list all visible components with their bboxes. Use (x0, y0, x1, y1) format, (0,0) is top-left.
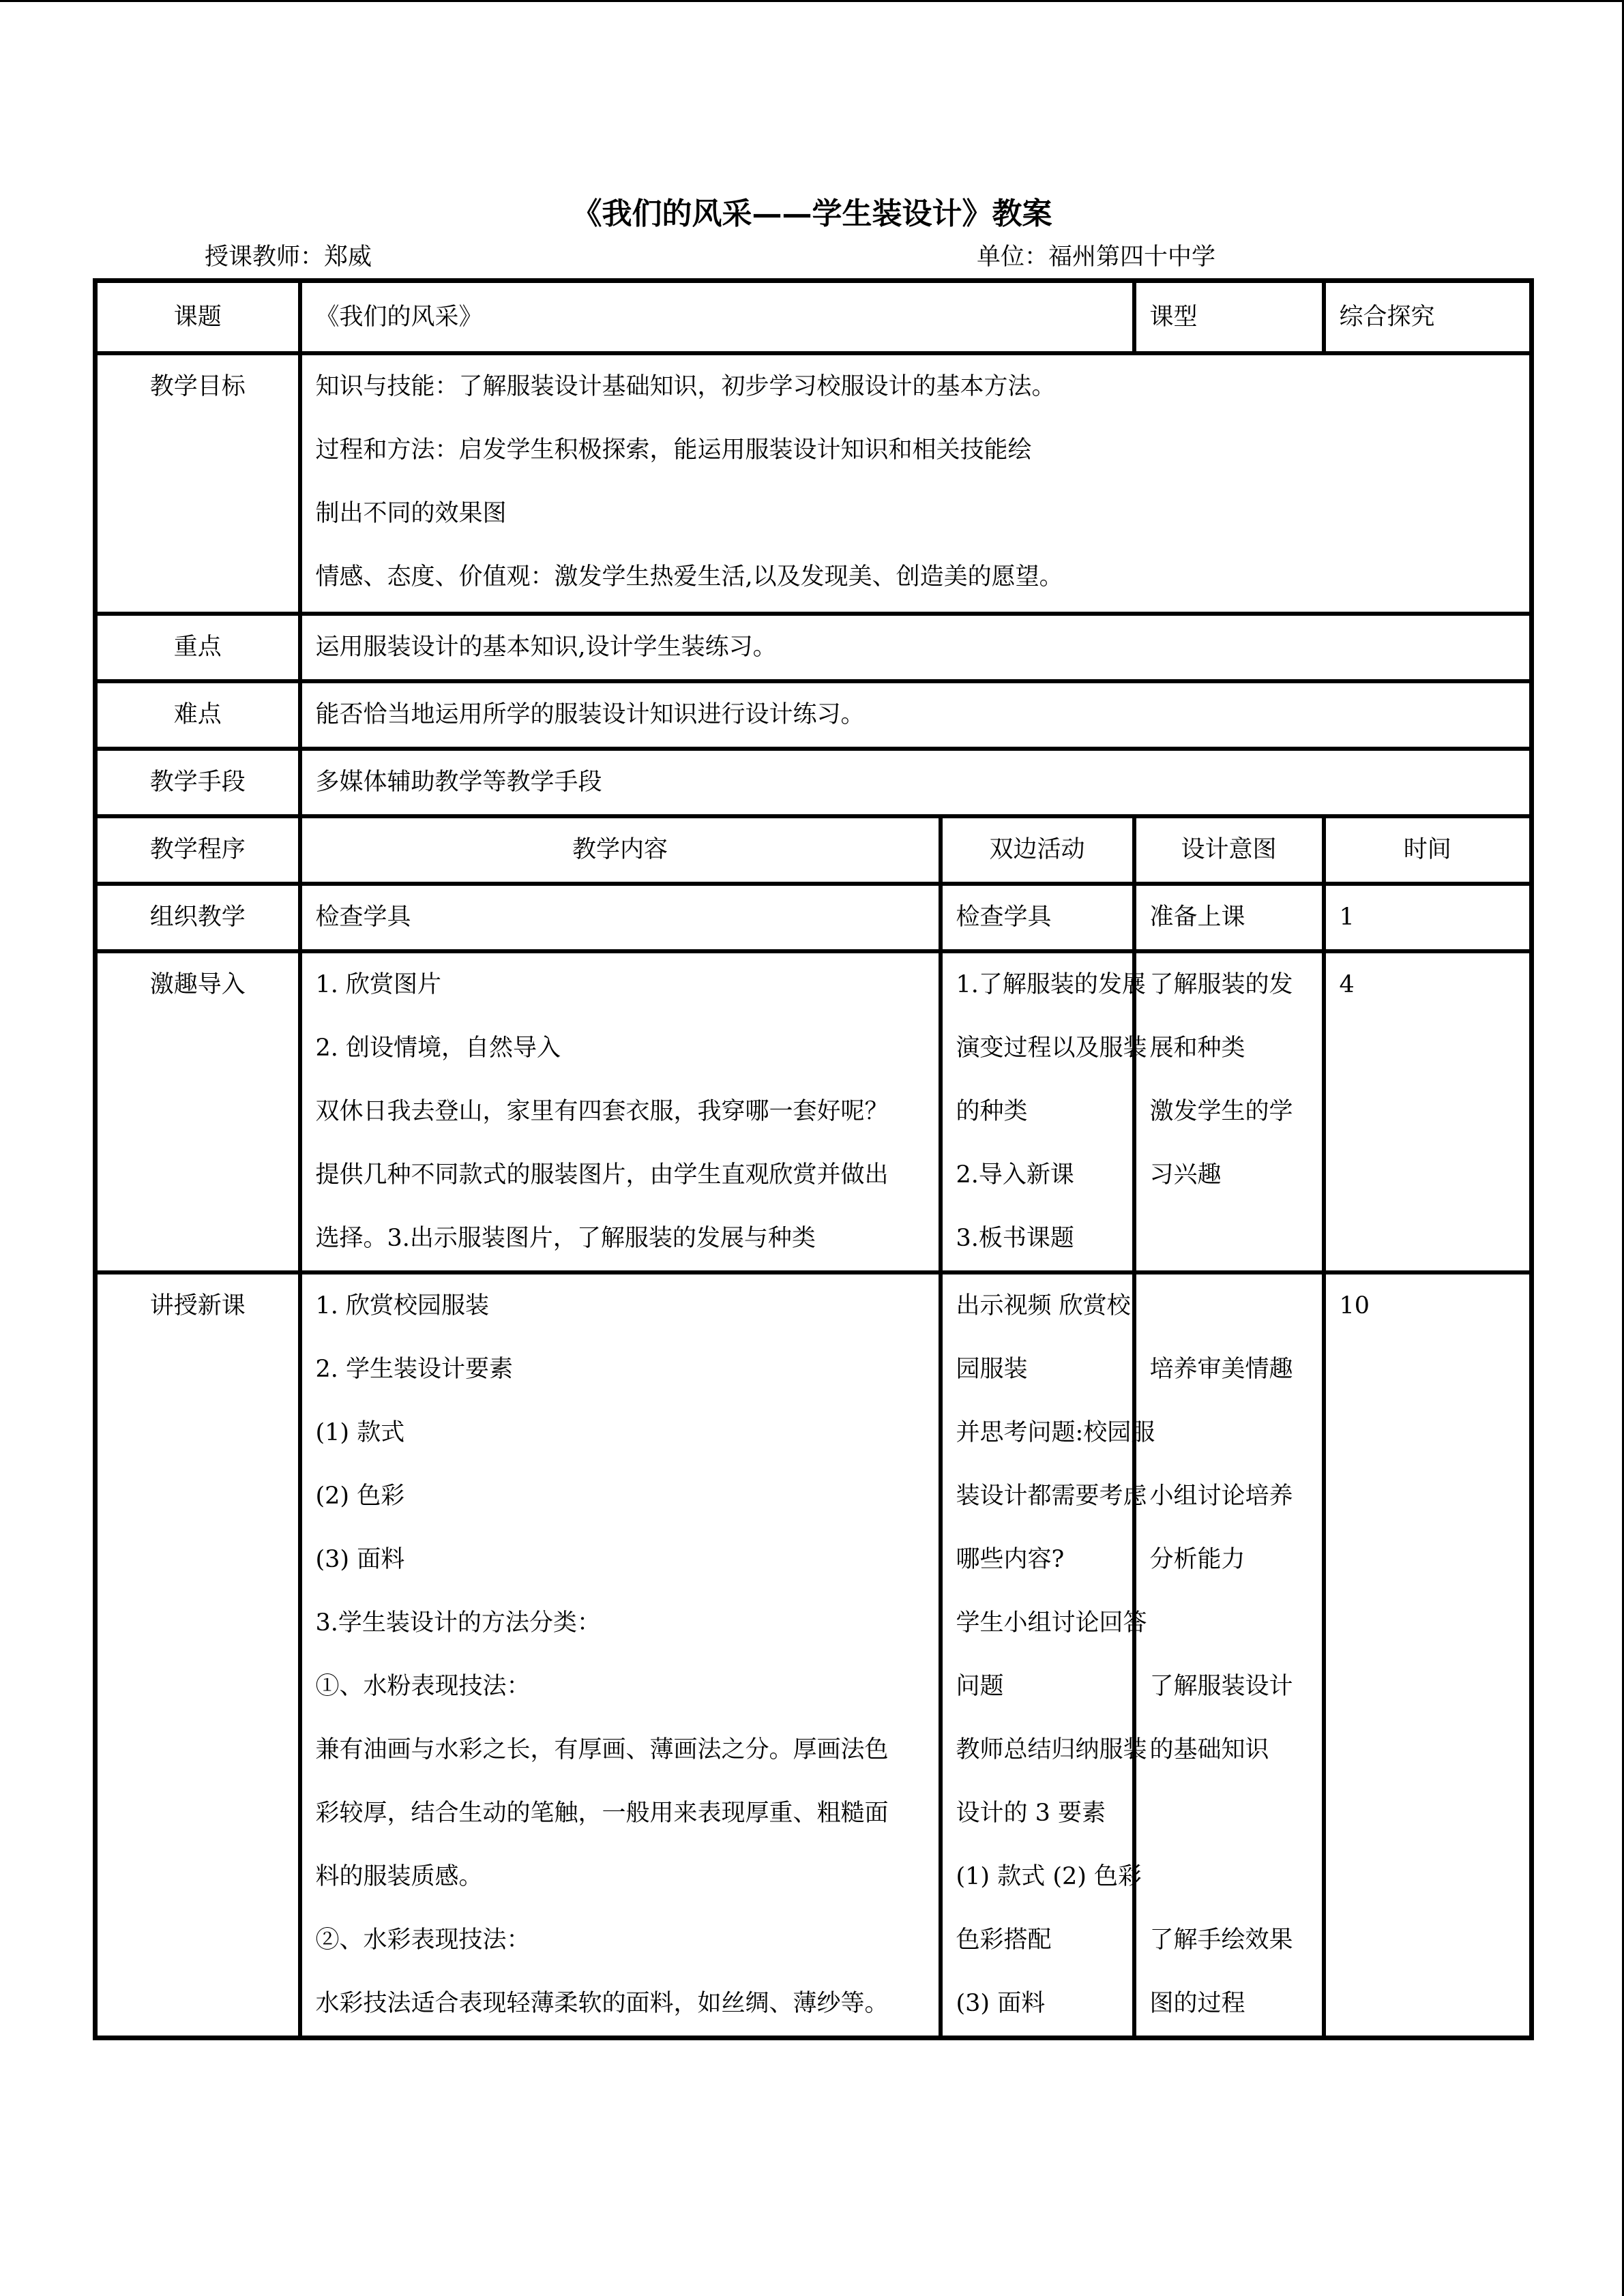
new-lesson-content-line: (2) 色彩 (315, 1482, 405, 1510)
organize-intent: 准备上课 (1134, 884, 1324, 951)
goal-line: 知识与技能：了解服装设计基础知识，初步学习校服设计的基本方法。 (315, 373, 1056, 400)
intro-intent-line: 习兴趣 (1149, 1161, 1222, 1189)
new-lesson-intent-line: 了解手绘效果 (1149, 1926, 1293, 1954)
lesson-type-label: 课型 (1134, 281, 1324, 354)
document-title: 《我们的风采——学生装设计》教案 (572, 196, 1052, 231)
goals-content (300, 353, 1532, 614)
intro-intent-line: 了解服装的发 (1149, 971, 1293, 998)
new-lesson-content-line: 兼有油画与水彩之长，有厚画、薄画法之分。厚画法色 (315, 1736, 889, 1763)
organize-content: 检查学具 (300, 884, 941, 951)
new-lesson-activity-line: 并思考问题:校园服 (956, 1419, 1155, 1446)
intro-content-line: 双休日我去登山，家里有四套衣服，我穿哪一套好呢？ (315, 1098, 889, 1125)
new-lesson-activity-line: 学生小组讨论回答 (956, 1609, 1147, 1637)
organize-time: 1 (1324, 884, 1532, 951)
school-unit: 单位：福州第四十中学 (977, 243, 1216, 271)
goals-label: 教学目标 (95, 353, 300, 614)
new-lesson-intent-line: 小组讨论培养 (1149, 1482, 1293, 1510)
intro-row (95, 951, 1532, 1272)
new-lesson-intent (1134, 1272, 1324, 2038)
topic-row (95, 281, 1532, 354)
intro-activity (941, 951, 1147, 1272)
intro-intent-line: 激发学生的学 (1149, 1098, 1293, 1125)
new-lesson-activity-line: 教师总结归纳服装 (956, 1736, 1147, 1763)
new-lesson-content (300, 1272, 941, 2038)
topic-value: 《我们的风采》 (300, 281, 1134, 354)
spacer (1150, 1274, 1322, 1338)
intro-intent (1134, 951, 1324, 1272)
new-lesson-activity-line: 园服装 (956, 1356, 1028, 1383)
intro-content-line: 选择。3.出示服装图片，了解服装的发展与种类 (315, 1225, 816, 1252)
intro-content-line: 提供几种不同款式的服装图片，由学生直观欣赏并做出 (315, 1161, 889, 1189)
goal-line: 情感、态度、价值观：激发学生热爱生活,以及发现美、创造美的愿望。 (315, 563, 1063, 591)
intro-activity-line: 2.导入新课 (956, 1161, 1074, 1189)
organize-procedure: 组织教学 (95, 884, 300, 951)
means-row (95, 749, 1532, 816)
new-lesson-content-line: 1. 欣赏校园服装 (315, 1292, 490, 1320)
procedure-header-row (95, 816, 1532, 884)
new-lesson-activity-line: 问题 (956, 1673, 1004, 1700)
new-lesson-content-line: 3.学生装设计的方法分类： (315, 1609, 601, 1637)
organize-activity: 检查学具 (941, 884, 1134, 951)
header-intent: 设计意图 (1134, 816, 1324, 884)
goal-line: 过程和方法：启发学生积极探索，能运用服装设计知识和相关技能绘 (315, 436, 1032, 464)
new-lesson-activity-line: (1) 款式 (2) 色彩 (956, 1863, 1142, 1890)
new-lesson-intent-line: 的基础知识 (1149, 1736, 1269, 1763)
organize-row (95, 884, 1532, 951)
spacer (1150, 1592, 1322, 1655)
new-lesson-row (95, 1272, 1532, 2038)
difficulty-row (95, 681, 1532, 749)
intro-time: 4 (1324, 951, 1532, 1272)
intro-procedure: 激趣导入 (95, 951, 300, 1272)
teacher-name: 授课教师：郑威 (205, 243, 372, 271)
new-lesson-procedure: 讲授新课 (95, 1272, 300, 2038)
new-lesson-content-line: ①、水粉表现技法： (315, 1673, 531, 1700)
new-lesson-content-line: (3) 面料 (315, 1546, 405, 1573)
intro-activity-line: 演变过程以及服装 (956, 1034, 1147, 1062)
key-point-value: 运用服装设计的基本知识,设计学生装练习。 (300, 614, 1532, 681)
spacer (1150, 1782, 1322, 1845)
new-lesson-activity-line: 色彩搭配 (956, 1926, 1052, 1954)
intro-activity-line: 的种类 (956, 1098, 1028, 1125)
new-lesson-intent-line: 图的过程 (1149, 1990, 1245, 2017)
header-content: 教学内容 (300, 816, 941, 884)
means-value: 多媒体辅助教学等教学手段 (300, 749, 1532, 816)
new-lesson-activity-line: 装设计都需要考虑 (956, 1482, 1147, 1510)
intro-content-line: 2. 创设情境，自然导入 (315, 1034, 561, 1062)
spacer (1150, 1845, 1322, 1909)
goals-row (95, 353, 1532, 614)
new-lesson-activity-line: 设计的 3 要素 (956, 1800, 1106, 1827)
intro-content (300, 951, 941, 1272)
spacer (1150, 1401, 1322, 1465)
goal-line: 制出不同的效果图 (315, 500, 507, 527)
new-lesson-content-line: ②、水彩表现技法： (315, 1926, 531, 1954)
new-lesson-intent-line: 了解服装设计 (1149, 1673, 1293, 1700)
new-lesson-activity-line: (3) 面料 (956, 1990, 1046, 2017)
header-procedure: 教学程序 (95, 816, 300, 884)
topic-label: 课题 (95, 281, 300, 354)
page-frame-top (0, 0, 1624, 2)
new-lesson-activity (941, 1272, 1155, 2038)
key-point-row (95, 614, 1532, 681)
new-lesson-content-line: 彩较厚，结合生动的笔触，一般用来表现厚重、粗糙面 (315, 1800, 889, 1827)
new-lesson-content-line: (1) 款式 (315, 1419, 405, 1446)
new-lesson-activity-line: 哪些内容? (956, 1546, 1065, 1573)
new-lesson-time: 10 (1324, 1272, 1532, 2038)
difficulty-value: 能否恰当地运用所学的服装设计知识进行设计练习。 (300, 681, 1532, 749)
intro-content-line: 1. 欣赏图片 (315, 971, 442, 998)
new-lesson-intent-line: 分析能力 (1149, 1546, 1245, 1573)
header-time: 时间 (1324, 816, 1532, 884)
new-lesson-content-line: 料的服装质感。 (315, 1863, 483, 1890)
key-point-label: 重点 (95, 614, 300, 681)
means-label: 教学手段 (95, 749, 300, 816)
difficulty-label: 难点 (95, 681, 300, 749)
new-lesson-content-line: 2. 学生装设计要素 (315, 1356, 514, 1383)
new-lesson-activity-line: 出示视频 欣赏校 (956, 1292, 1131, 1320)
intro-activity-line: 1.了解服装的发展 (956, 971, 1146, 998)
lesson-plan-table (93, 278, 1534, 2040)
intro-intent-line: 展和种类 (1149, 1034, 1245, 1062)
intro-activity-line: 3.板书课题 (956, 1225, 1074, 1252)
lesson-type-value: 综合探究 (1324, 281, 1532, 354)
header-activity: 双边活动 (941, 816, 1134, 884)
new-lesson-content-line: 水彩技法适合表现轻薄柔软的面料，如丝绸、薄纱等。 (315, 1990, 889, 2017)
new-lesson-intent-line: 培养审美情趣 (1149, 1356, 1293, 1383)
